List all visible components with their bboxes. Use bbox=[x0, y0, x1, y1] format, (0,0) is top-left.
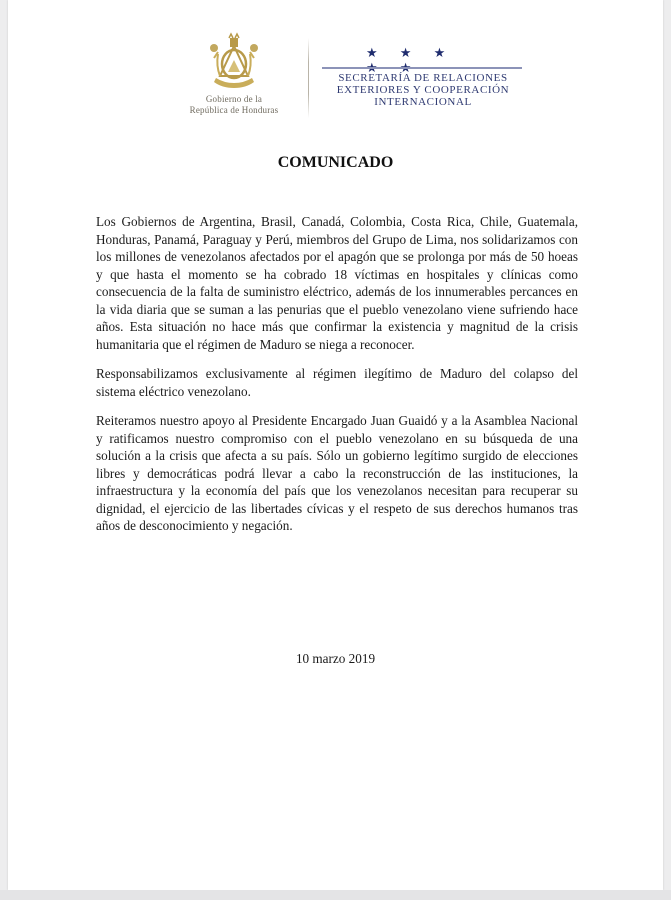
stars-icon: ★ ★ ★ bbox=[366, 46, 455, 61]
document-title: COMUNICADO bbox=[277, 154, 394, 171]
secretaria-line-2: EXTERIORES Y COOPERACIÓN bbox=[336, 84, 510, 96]
letterhead bbox=[168, 30, 528, 125]
government-line-1: Gobierno de la bbox=[205, 94, 263, 104]
government-name bbox=[168, 94, 300, 116]
secretaria-logo bbox=[318, 46, 528, 126]
document-body bbox=[96, 213, 578, 547]
paragraph-1: Los Gobiernos de Argentina, Brasil, Canadá, Colombia, Costa Rica, Chile, Guatemala, Honduras, Panamá, Paraguay y Perú, miembros del Grupo de Lima, nos solidarizamos con los millones de venezolanos afectados por el apagón que se prolonga por más de 50 hoeas y que hasta el momento se ha cobrado 18 víctimas en hospitales y clínicas como consecuencia de la falta de suministro eléctrico, además de los innumerables percances en la vida diaria que se suman a las penurias que el pueblo venezolano viene sufriendo hace años. Esta situación no hace más que confirmar la existencia y magnitud de la crisis humanitaria que el régimen de Maduro se niega a reconocer. bbox=[96, 214, 578, 352]
government-line-2: República de Honduras bbox=[189, 105, 279, 115]
logo-rule bbox=[322, 67, 522, 69]
logo-divider bbox=[308, 38, 309, 118]
paragraph-3: Reiteramos nuestro apoyo al Presidente Encargado Juan Guaidó y a la Asamblea Nacional y ratificamos nuestro compromiso con el pueblo venezolano en su búsqueda de una solución a la crisis que afecta a su país. Sólo un gobierno legítimo surgido de elecciones libres y democráticas podrá llevar a cabo la reconstrucción de las instituciones, la infraestructura y la economía del país que los venezolanos necesitan para recuperar su dignidad, el ejercicio de las libertades cívicas y el respeto de sus derechos humanos tras años de desconocimiento y negación. bbox=[96, 413, 578, 533]
secretaria-line-1: SECRETARÍA DE RELACIONES bbox=[338, 72, 508, 84]
page-bottom-edge bbox=[0, 890, 671, 900]
secretaria-name bbox=[318, 72, 528, 108]
honduras-government-logo bbox=[168, 30, 298, 125]
document-page bbox=[8, 0, 663, 890]
document-date: 10 marzo 2019 bbox=[295, 651, 376, 666]
honduras-coat-of-arms-icon bbox=[208, 32, 260, 92]
secretaria-line-3: INTERNACIONAL bbox=[374, 96, 472, 108]
paragraph-2: Responsabilizamos exclusivamente al régimen ilegítimo de Maduro del colapso del sistema eléctrico venezolano. bbox=[96, 366, 578, 399]
